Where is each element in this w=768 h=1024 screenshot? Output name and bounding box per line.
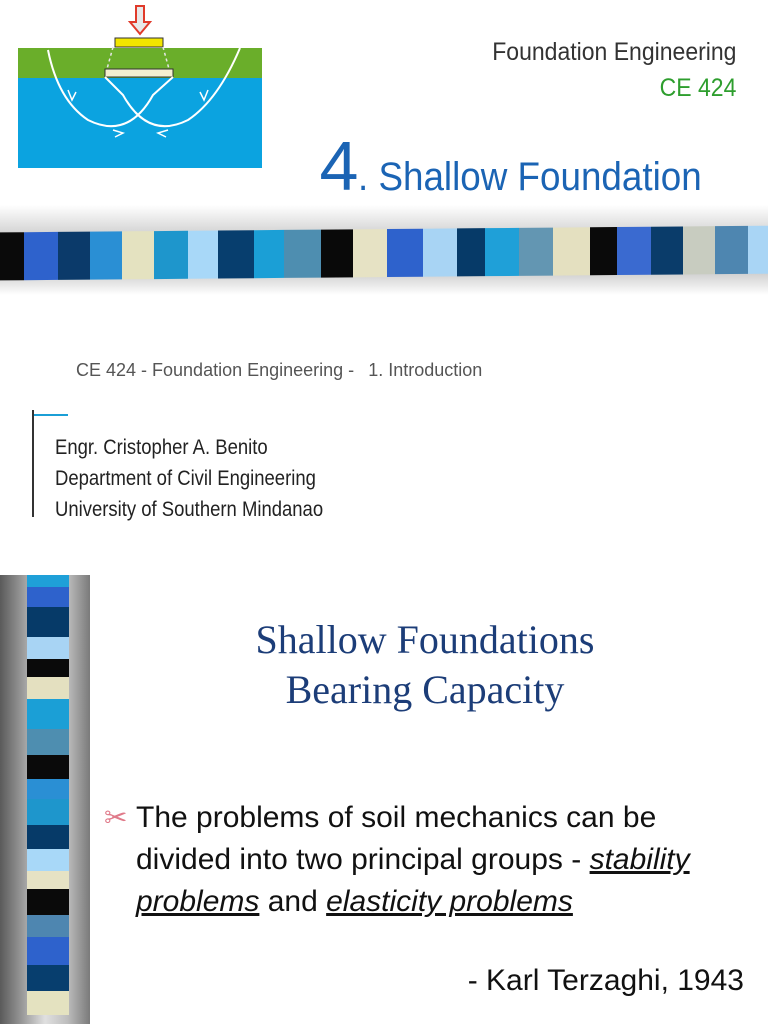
decorative-side-panel — [0, 575, 90, 1024]
band-segment — [651, 226, 683, 274]
band-segment — [590, 227, 616, 275]
vband-segment — [27, 799, 69, 825]
slide-title — [100, 615, 750, 715]
slide-title-line1: Shallow Foundations — [255, 617, 595, 662]
vband-segment — [27, 587, 69, 607]
vband-segment — [27, 825, 69, 849]
band-segment — [715, 226, 749, 274]
band-segment — [457, 228, 485, 276]
vband-segment — [27, 575, 69, 587]
author-accent — [34, 414, 68, 416]
vband-segment — [27, 659, 69, 677]
load-arrow-icon — [130, 6, 150, 34]
vband-segment — [27, 871, 69, 889]
slide-footer — [76, 360, 482, 381]
author-department: Department of Civil Engineering — [55, 467, 316, 490]
slide-title-line2: Bearing Capacity — [285, 667, 565, 712]
band-segment — [58, 232, 90, 280]
vband-segment — [27, 677, 69, 699]
band-segment — [90, 231, 122, 279]
course-code: CE 424 — [659, 74, 736, 102]
vband-segment — [27, 937, 69, 965]
vband-segment — [27, 729, 69, 755]
vband-segment — [27, 637, 69, 659]
band-segment — [284, 230, 322, 278]
chapter-number: 4 — [319, 127, 359, 205]
author-university: University of Southern Mindanao — [55, 498, 324, 521]
vband-segment — [27, 965, 69, 991]
band-segment — [321, 229, 353, 277]
band-segment — [218, 230, 254, 278]
vband-segment — [27, 607, 69, 637]
band-segment — [553, 227, 591, 275]
band-segment — [188, 231, 218, 279]
band-segment — [423, 228, 457, 276]
content-slide — [0, 575, 768, 1024]
quote-part1: The problems of soil mechanics can be divided into two principal groups - — [136, 801, 657, 876]
decorative-vertical-band — [27, 575, 69, 1024]
author-block — [55, 432, 323, 525]
band-segment — [122, 231, 154, 279]
band-segment — [353, 229, 387, 277]
decorative-color-band — [0, 226, 768, 281]
vband-segment — [27, 915, 69, 937]
vband-segment — [27, 991, 69, 1015]
vband-segment — [27, 699, 69, 729]
bearing-capacity-diagram — [18, 0, 262, 168]
band-segment — [154, 231, 188, 279]
band-segment — [24, 232, 58, 280]
footing-plate — [115, 38, 163, 47]
vband-segment — [27, 849, 69, 871]
author-divider — [32, 410, 34, 517]
footer-course: CE 424 - Foundation Engineering - — [76, 360, 355, 380]
quote-emphasis-stability: stability problems — [136, 843, 690, 918]
band-segment — [0, 232, 24, 280]
quote-text — [104, 797, 744, 923]
quote-attribution: - Karl Terzaghi, 1943 — [467, 964, 744, 997]
band-segment — [254, 230, 284, 278]
quote-part2: and — [259, 885, 327, 918]
author-name: Engr. Cristopher A. Benito — [55, 436, 268, 459]
band-segment — [387, 229, 423, 277]
quote-emphasis-elasticity: elasticity problems — [326, 885, 573, 918]
band-segment — [683, 226, 715, 274]
vband-segment — [27, 755, 69, 779]
chapter-heading — [319, 126, 732, 206]
band-segment — [519, 228, 553, 276]
band-segment — [617, 227, 651, 275]
vband-segment — [27, 889, 69, 915]
course-title: Foundation Engineering — [491, 38, 736, 66]
band-segment — [748, 226, 768, 274]
vband-segment — [27, 779, 69, 799]
footer-section: 1. Introduction — [368, 360, 483, 380]
scissors-icon: ✂ — [104, 802, 128, 833]
footing-base — [105, 69, 173, 77]
quote-bullet — [104, 797, 744, 923]
band-segment — [485, 228, 519, 276]
chapter-title: . Shallow Foundation — [358, 155, 703, 199]
